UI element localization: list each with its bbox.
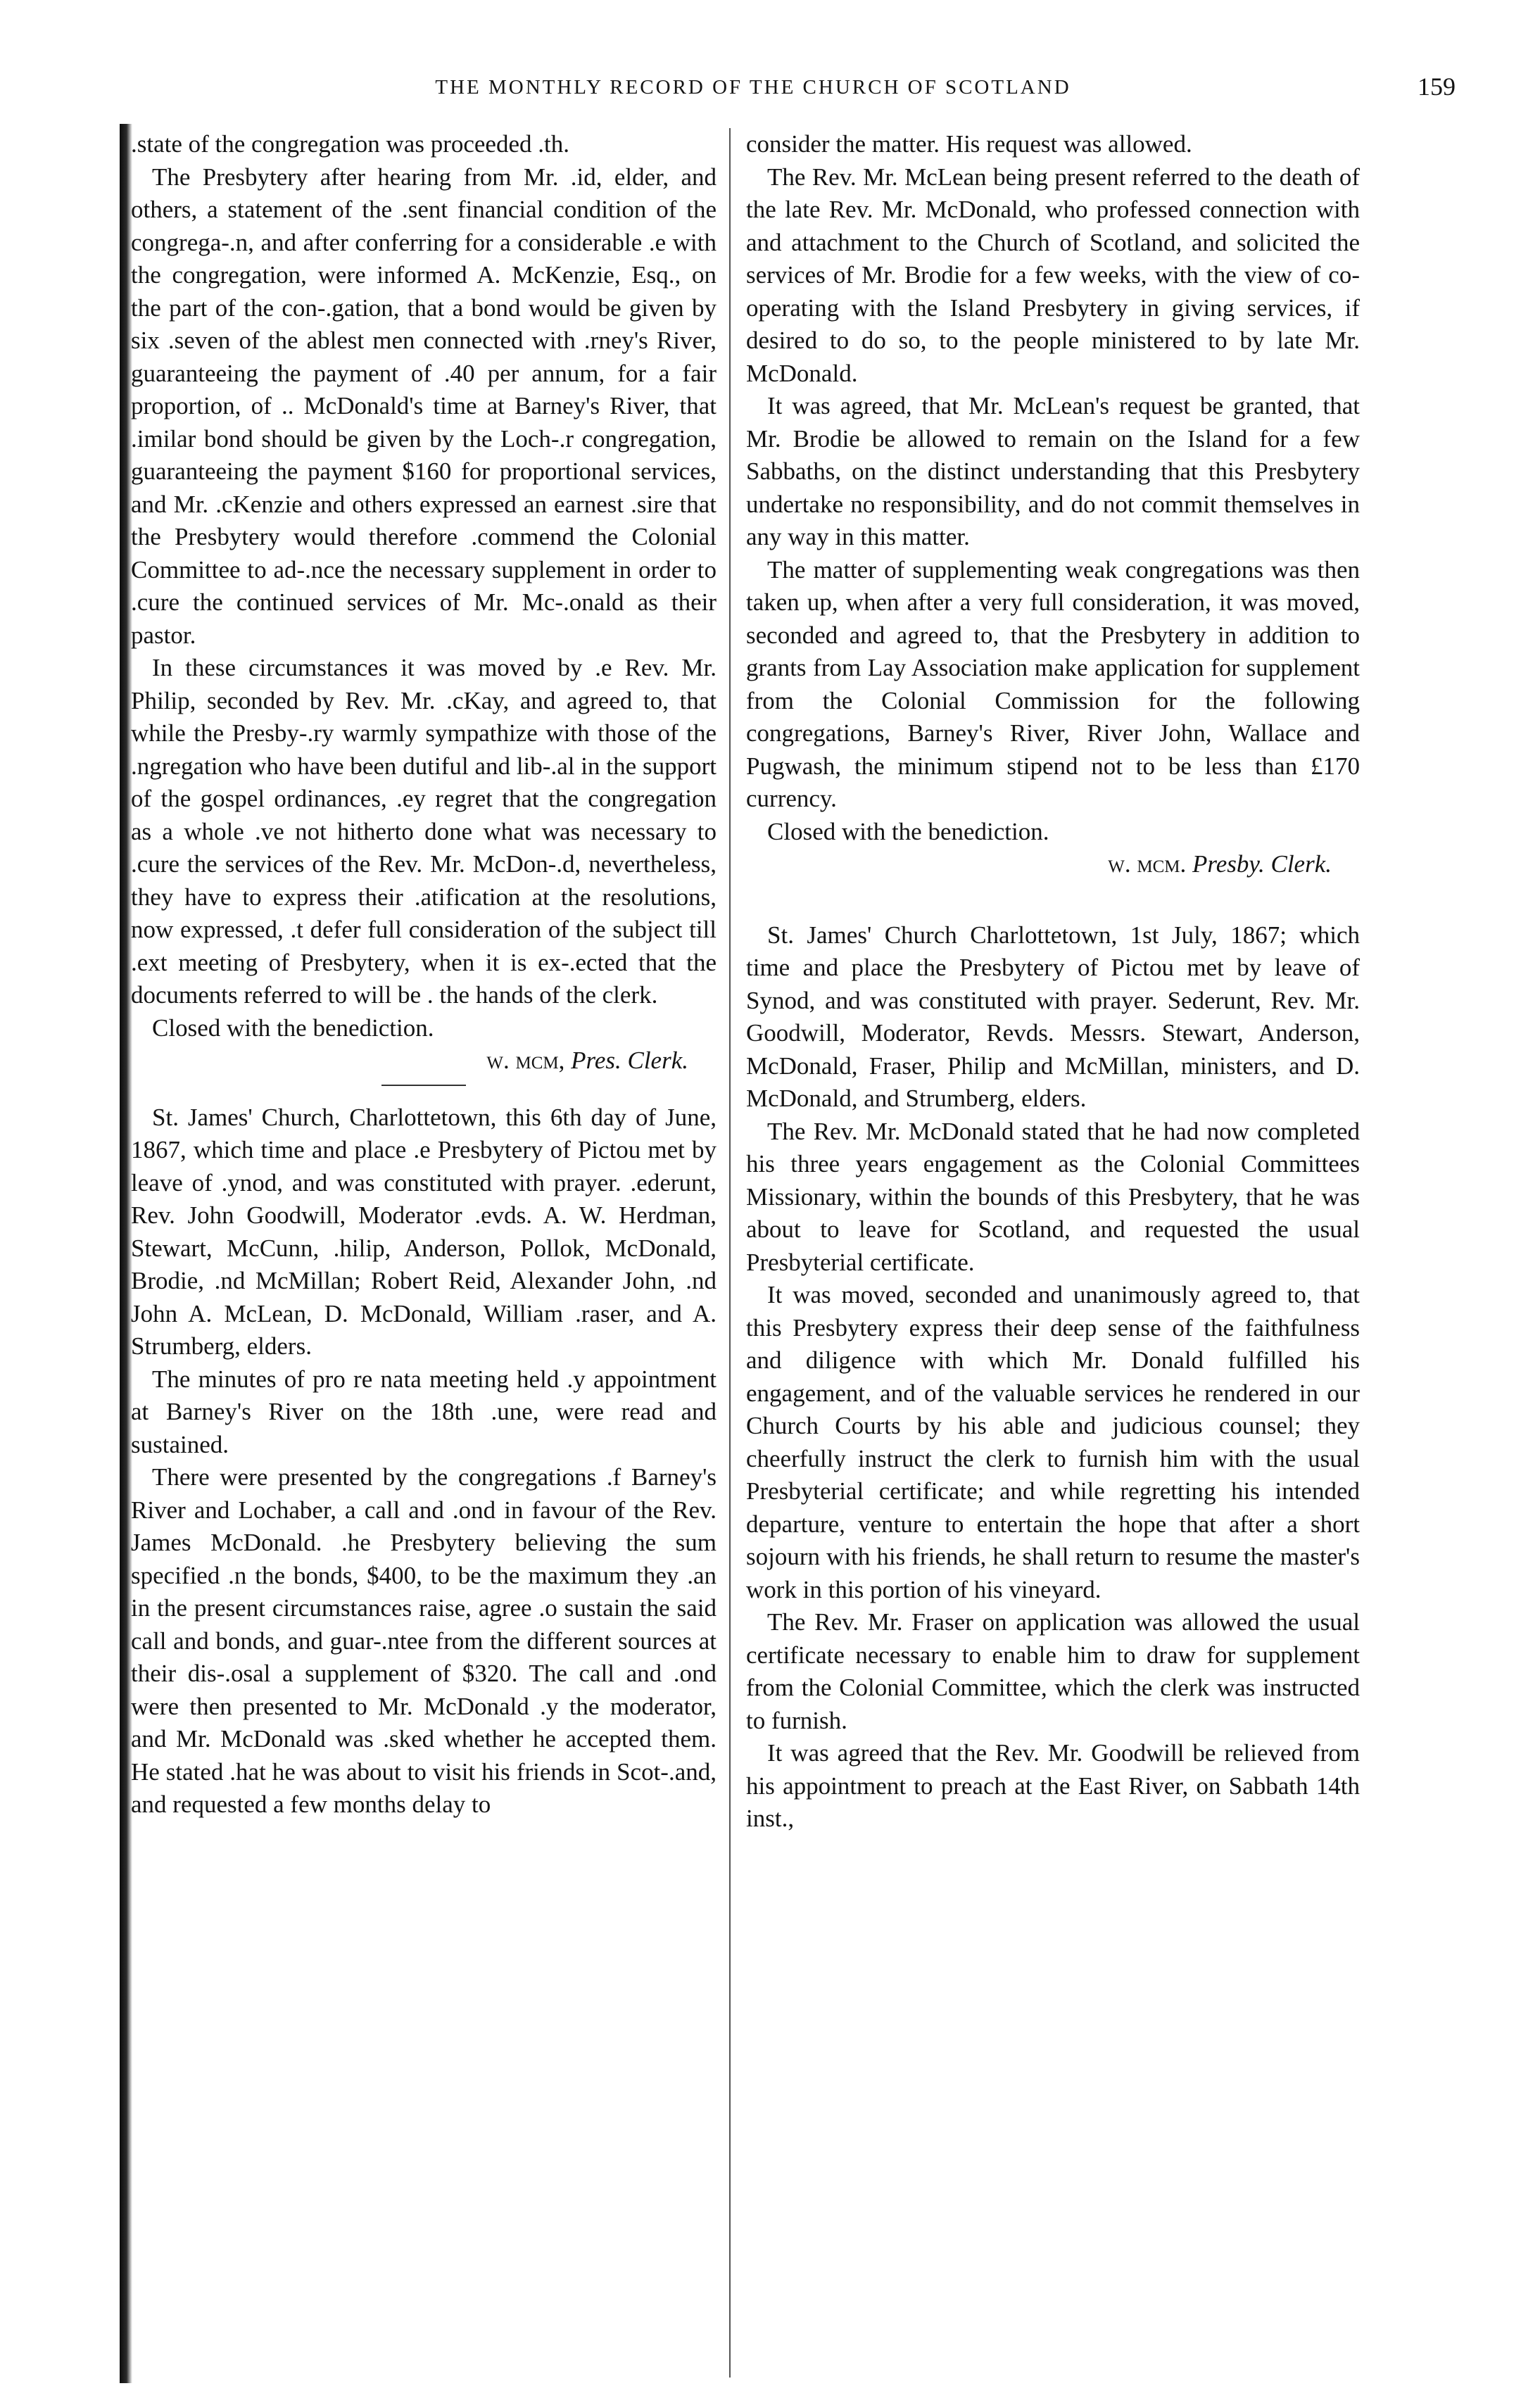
section-separator — [381, 1085, 466, 1086]
paragraph: Closed with the benediction. — [767, 817, 1049, 845]
paragraph: There were presented by the congregations .f Barney's River and Lochaber, a call and .ond in favour of the Rev. James McDonald. .he Presbytery believing the sum specified .n the bonds, $400, to be the maximum they .an in the present circumstances raise, agree .o sustain the said call and bonds, and guar-.ntee from the different sources at their dis-.osal a supplement of $320. The call and .ond were then presented to Mr. McDonald .y the moderator, and Mr. McDonald was .sked whether he accepted them. He stated .hat he was about to visit his friends in Scot-.and, and requested a few months delay to — [131, 1463, 717, 1818]
column-rule — [729, 128, 731, 2378]
paragraph: It was agreed that the Rev. Mr. Goodwill be relieved from his appointment to preach at the East River, on Sabbath 14th inst., — [746, 1739, 1360, 1832]
paragraph: The matter of supplementing weak congregations was then taken up, when after a very full consideration, it was moved, seconded and agreed to, that the Presbytery in addition to grants from Lay Association make application for supplement from the Colonial Commission for the following congregations, Barney's River, River John, Wallace and Pugwash, the minimum stipend not to be less than £170 currency. — [746, 555, 1360, 812]
paragraph: It was moved, seconded and unanimously agreed to, that this Presbytery express their deep sense of the faithfulness and diligence with which Mr. Donald fulfilled his engagement, and of the valuable services he rendered in our Church Courts by his able and judicious counsel; they cheerfully instruct the clerk to furnish him with the usual Presbyterial certificate; and while regretting his intended departure, venture to entertain the hope that after a short sojourn with his friends, he shall return to resume the master's work in this portion of his vineyard. — [746, 1281, 1360, 1603]
paragraph: It was agreed, that Mr. McLean's request be granted, that Mr. Brodie be allowed to remain on the Island for a few Sabbaths, on the distinct understanding that this Presbytery undertake no responsibility, and do not commit themselves in any way in this matter. — [746, 392, 1360, 550]
running-head: THE MONTHLY RECORD OF THE CHURCH OF SCOTLAND — [435, 76, 1071, 99]
paragraph: In these circumstances it was moved by .e Rev. Mr. Philip, seconded by Rev. Mr. .cKay, and agreed to, that while the Presby-.ry warmly sympathize with those of the .ngregation who have been dutiful and lib-.al in the support of the gospel ordinances, .ey regret that the congregation as a whole .ve not hitherto done what was necessary to .cure the services of the Rev. Mr. McDon-.d, nevertheless, they have to express their .atification at the resolutions, now expressed, .t defer full consideration of the subject till .ext meeting of Presbytery, when it is ex-.ected that the documents referred to will be . the hands of the clerk. — [131, 654, 717, 1009]
paragraph: .state of the congregation was proceeded .th. — [131, 130, 569, 158]
paragraph: consider the matter. His request was allowed. — [746, 130, 1192, 158]
paragraph: Closed with the benediction. — [152, 1014, 434, 1042]
section-gap — [746, 881, 1360, 919]
page-number: 159 — [1418, 72, 1456, 101]
paragraph: The minutes of pro re nata meeting held .y appointment at Barney's River on the 18th .une, were read and sustained. — [131, 1365, 717, 1458]
signature — [746, 848, 1360, 881]
paragraph: The Rev. Mr. Fraser on application was allowed the usual certificate necessary to enable him to draw for supplement from the Colonial Committee, which the clerk was instructed to furnish. — [746, 1608, 1360, 1734]
signature-name: w. mcm, — [486, 1047, 565, 1074]
paragraph: The Rev. Mr. McLean being present referred to the death of the late Rev. Mr. McDonald, who professed connection with and attachment to the Church of Scotland, and solicited the services of Mr. Brodie for a few weeks, with the view of co-operating with the Island Presbytery in giving services, if desired to do so, to the people ministered to by late Mr. McDonald. — [746, 163, 1360, 387]
paragraph: St. James' Church Charlottetown, 1st July, 1867; which time and place the Presbytery of Pictou met by leave of Synod, and was constituted with prayer. Sederunt, Rev. Mr. Goodwill, Moderator, Revds. Messrs. Stewart, Anderson, McDonald, Fraser, Philip and McMillan, ministers, and D. McDonald, and Strumberg, elders. — [746, 921, 1360, 1112]
paragraph: The Rev. Mr. McDonald stated that he had now completed his three years engagement as the Colonial Committees Missionary, within the bounds of this Presbytery, that he was about to leave for Scotland, and requested the usual Presbyterial certificate. — [746, 1117, 1360, 1276]
signature — [131, 1044, 717, 1078]
signature-name: w. mcm. — [1108, 850, 1187, 878]
left-column — [131, 128, 717, 2380]
right-column — [746, 128, 1360, 2380]
signature-role: Presby. Clerk. — [1192, 850, 1332, 878]
signature-role: Pres. Clerk. — [571, 1047, 688, 1074]
paragraph: St. James' Church, Charlottetown, this 6th day of June, 1867, which time and place .e Presbytery of Pictou met by leave of .ynod, and was constituted with prayer. .ederunt, Rev. John Goodwill, Moderator .evds. A. W. Herdman, Stewart, McCunn, .hilip, Anderson, Pollok, McDonald, Brodie, .nd McMillan; Robert Reid, Alexander John, .nd John A. McLean, D. McDonald, William .raser, and A. Strumberg, elders. — [131, 1103, 717, 1360]
paragraph: The Presbytery after hearing from Mr. .id, elder, and others, a statement of the .sent financial condition of the congrega-.n, and after conferring for a considerable .e with the congregation, were informed A. McKenzie, Esq., on the part of the con-.gation, that a bond would be given by six .seven of the ablest men connected with .rney's River, guaranteeing the payment of .40 per annum, for a fair proportion, of .. McDonald's time at Barney's River, that .imilar bond should be given by the Loch-.r congregation, guaranteeing the payment $160 for proportional services, and Mr. .cKenzie and others expressed an earnest .sire that the Presbytery would therefore .commend the Colonial Committee to ad-.nce the necessary supplement in order to .cure the continued services of Mr. Mc-.onald as their pastor. — [131, 163, 717, 649]
